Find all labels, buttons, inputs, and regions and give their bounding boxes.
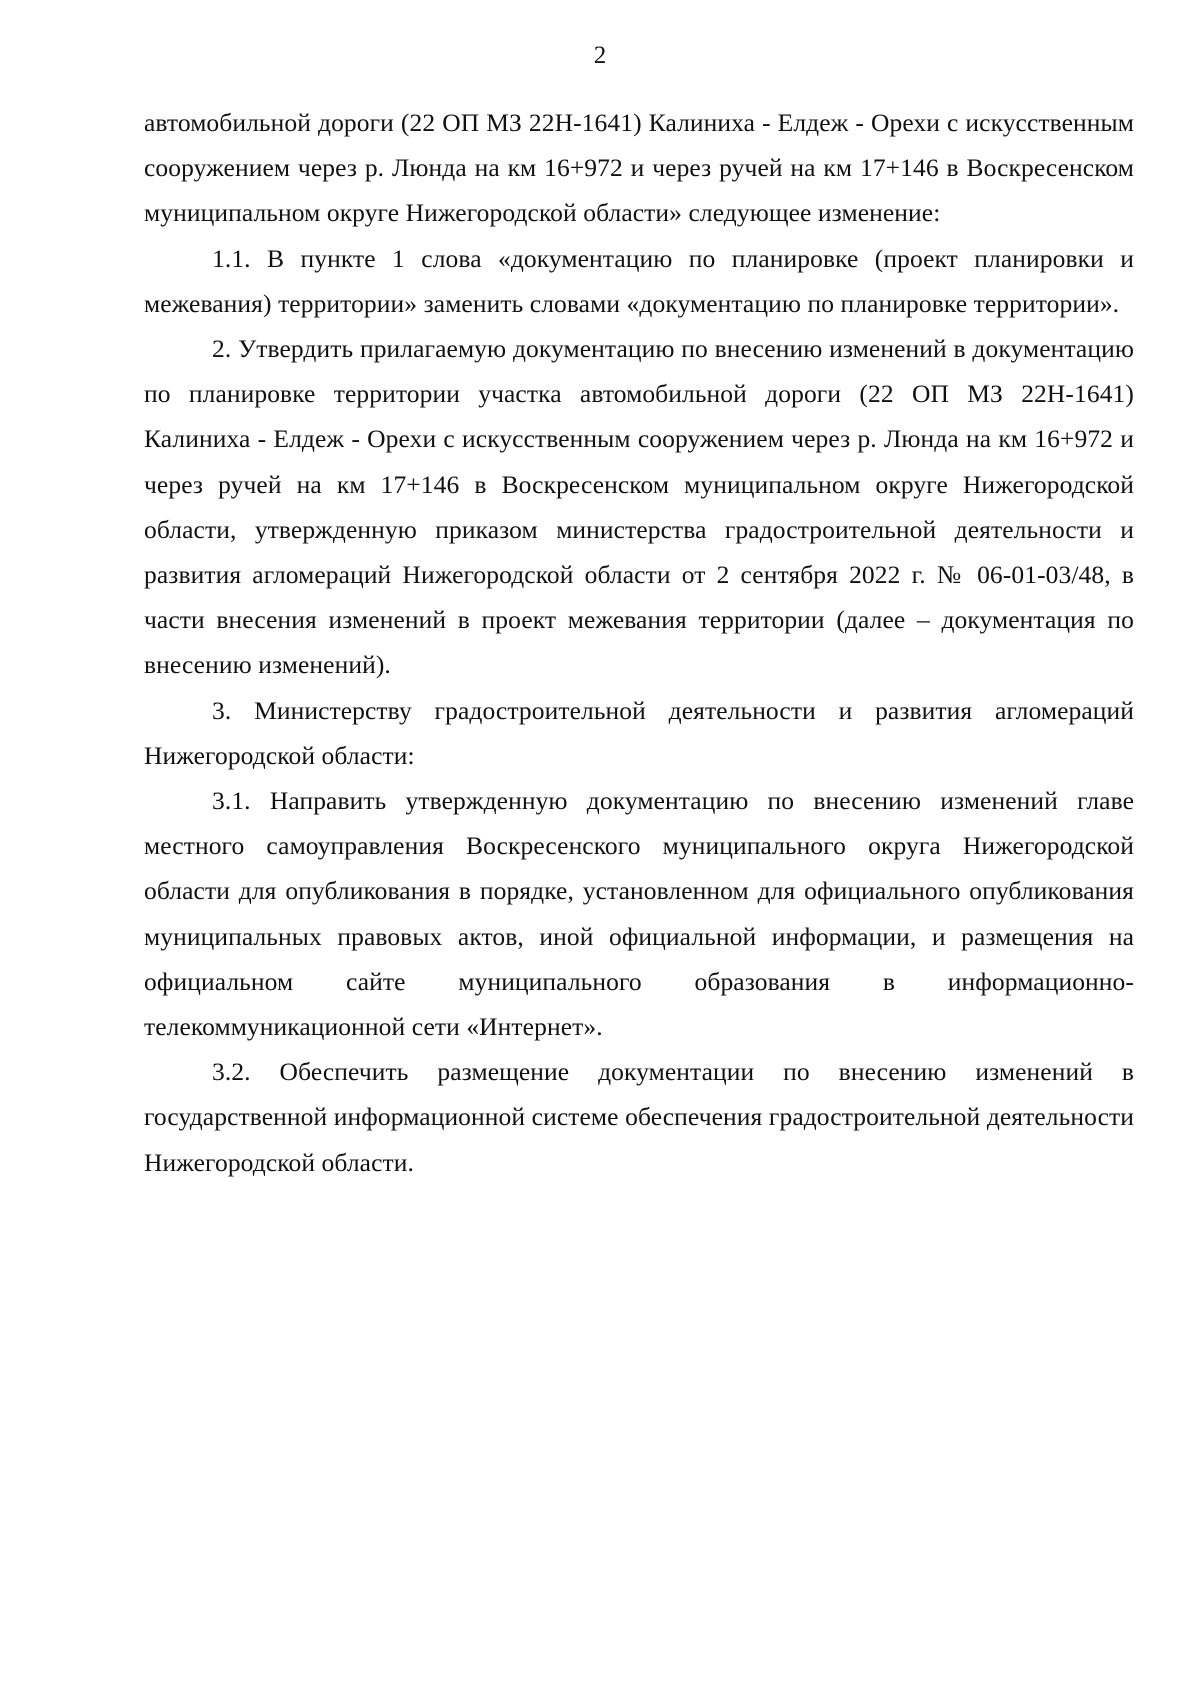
- paragraph-2: 2. Утвердить прилагаемую документацию по внесению изменений в документацию по планировке территории участка автомобильной дороги (22 ОП МЗ 22Н-1641) Калиниха - Елдеж - Орехи с искусственным сооружением через р. Люнда на км 16+972 и через ручей на км 17+146 в Воскресенском муниципальном округе Нижегородской области, утвержденную приказом министерства градостроительной деятельности и развития агломераций Нижегородской области от 2 сентября 2022 г. № 06-01-03/48, в части внесения изменений в проект межевания территории (далее – документация по внесению изменений).: [144, 334, 1134, 680]
- paragraph-1-1: 1.1. В пункте 1 слова «документацию по планировке (проект планировки и межевания) территории» заменить словами «документацию по планировке территории».: [144, 243, 1134, 318]
- paragraph-continuation: автомобильной дороги (22 ОП МЗ 22Н-1641) Калиниха - Елдеж - Орехи с искусственным сооружением через р. Люнда на км 16+972 и через ручей на км 17+146 в Воскресенском муниципальном округе Нижегородской области» следующее изменение:: [144, 108, 1134, 228]
- document-body: [144, 100, 1134, 1185]
- paragraph-3: 3. Министерству градостроительной деятельности и развития агломераций Нижегородской области:: [144, 695, 1134, 770]
- paragraph-3-1: 3.1. Направить утвержденную документацию по внесению изменений главе местного самоуправления Воскресенского муниципального округа Нижегородской области для опубликования в порядке, установленном для официального опубликования муниципальных правовых актов, иной официальной информации, и размещения на официальном сайте муниципального образования в информационно-телекоммуникационной сети «Интернет».: [144, 786, 1134, 1042]
- page-number: 2: [593, 42, 607, 69]
- paragraph-3-2: 3.2. Обеспечить размещение документации по внесению изменений в государственной информационной системе обеспечения градостроительной деятельности Нижегородской области.: [144, 1057, 1134, 1177]
